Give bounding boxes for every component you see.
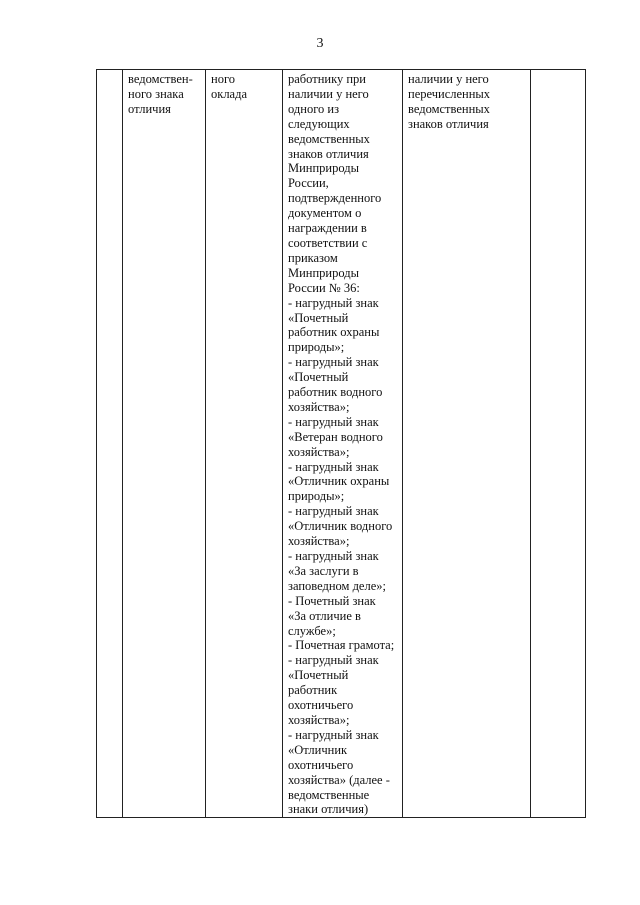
cell-text-line: оклада [211,86,248,101]
cell-text-line: охотничьего [288,757,354,772]
cell-col2 [123,70,206,818]
cell-text-line: отличия [128,101,171,116]
page-number: 3 [316,36,324,51]
cell-text-line: работник [288,683,338,698]
cell-text-line: - нагрудный знак [288,504,379,519]
cell-text-line: знаков отличия [288,146,369,161]
cell-text-line: «Отличник охраны [288,474,390,489]
cell-text-line: ного знака [128,86,184,101]
cell-text-line: хозяйства»; [288,534,350,549]
cell-col4 [283,70,403,818]
cell-text-line: хозяйства» (далее - [288,772,390,787]
cell-text-line: наличии у него [288,86,369,101]
cell-text-line: знаки отличия) [288,802,369,817]
cell-text-line: работник охраны [288,325,380,340]
cell-text-line: работнику при [288,72,366,86]
cell-text-line: России, [288,176,329,191]
cell-col1 [97,70,123,818]
cell-text-line: подтвержденного [288,191,382,206]
cell-text-line: Минприроды [288,265,360,280]
cell-text-line: «Почетный [288,370,349,385]
cell-text-line: соответствии с [288,235,368,250]
cell-text-line: хозяйства»; [288,444,350,459]
cell-text-line: - нагрудный знак [288,459,379,474]
cell-text-line: награждении в [288,221,367,236]
cell-col5 [403,70,531,818]
cell-text-line: «Почетный [288,668,349,683]
cell-text-line: - нагрудный знак [288,295,379,310]
cell-text-line: службе»; [288,623,336,638]
cell-text-line: - Почетная грамота; [288,638,395,653]
cell-text-line: «Почетный [288,310,349,325]
cell-text-line: природы»; [288,340,345,355]
cell-text-line: «Отличник водного [288,519,393,534]
cell-text-line: охотничьего [288,698,354,713]
cell-text-line: хозяйства»; [288,712,350,727]
cell-text-line: - нагрудный знак [288,549,379,563]
cell-text-line: следующих [288,116,350,131]
cell-text-line: «За отличие в [288,608,361,623]
cell-text-line: - нагрудный знак [288,653,379,668]
cell-text-line: ведомственные [288,787,370,802]
cell-col3 [206,70,283,818]
cell-text-line: - нагрудный знак [288,414,379,429]
cell-text-line: «Отличник [288,742,348,757]
cell-text-line: - нагрудный знак [288,727,379,742]
cell-text-line: «За заслуги в [288,563,359,578]
cell-text-line: одного из [288,101,340,116]
cell-text-line: перечисленных [408,86,491,101]
cell-text-line: «Ветеран водного [288,429,383,444]
cell-text-line: ведомственных [288,131,370,146]
cell-text-line: Минприроды [288,161,360,176]
document-table [96,69,586,818]
cell-col6 [531,70,586,818]
cell-text-line: ведомствен- [128,72,193,86]
cell-text-line: знаков отличия [408,116,489,131]
table-row [97,70,586,818]
cell-text-line: - нагрудный знак [288,355,379,370]
cell-text-line: приказом [288,250,338,265]
cell-text-line: ведомственных [408,101,490,116]
cell-text-line: работник водного [288,385,383,400]
cell-text-line: ного [211,72,236,86]
cell-text-line: природы»; [288,489,345,504]
cell-text-line: хозяйства»; [288,399,350,414]
cell-text-line: заповедном деле»; [288,578,386,593]
cell-text-line: наличии у него [408,72,489,86]
cell-text-line: - Почетный знак [288,593,376,608]
cell-text-line: документом о [288,206,362,221]
cell-text-line: России № 36: [288,280,360,295]
